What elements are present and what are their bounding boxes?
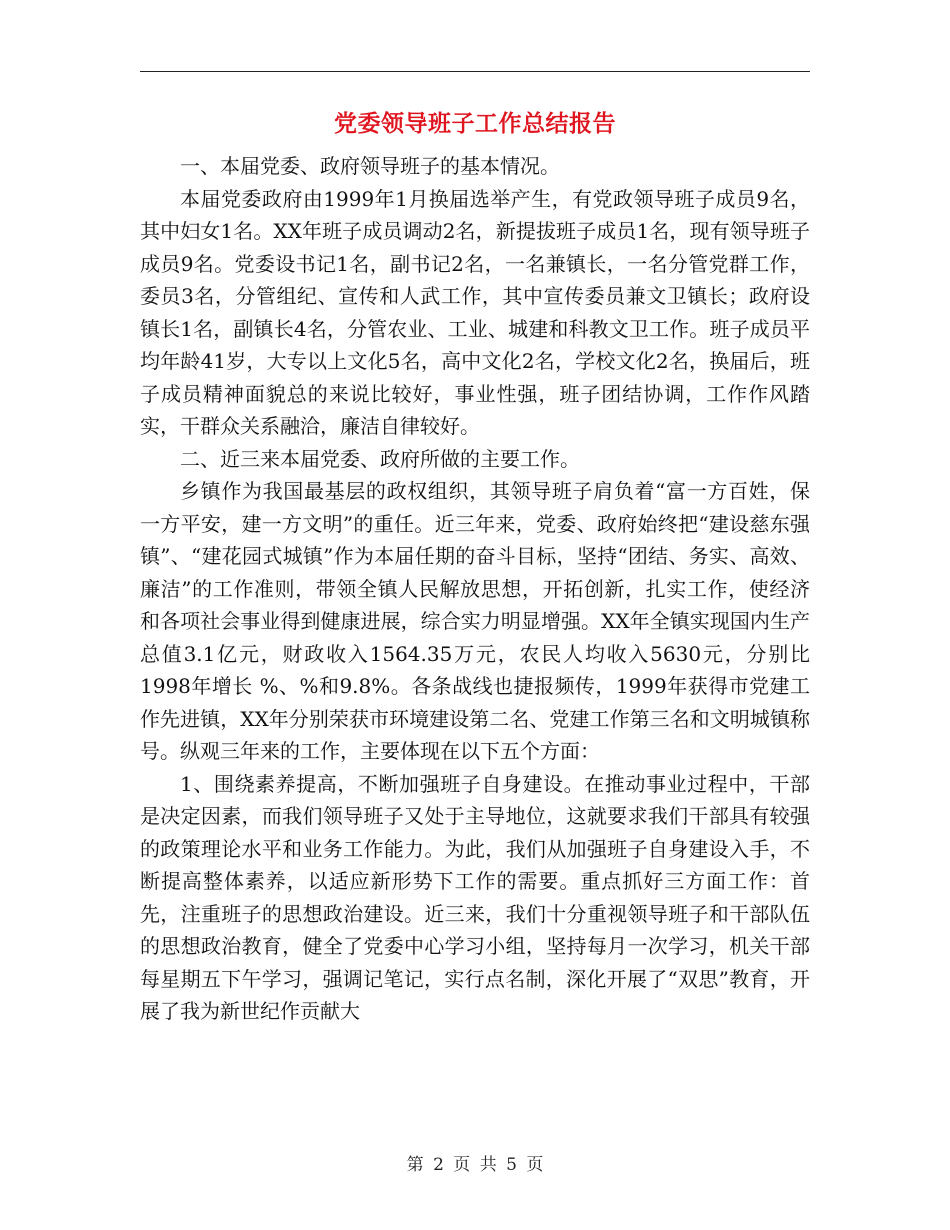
document-title: 党委领导班子工作总结报告 bbox=[334, 111, 616, 137]
header-rule bbox=[140, 71, 810, 72]
page-number-footer: 第 2 页 共 5 页 bbox=[406, 1155, 544, 1175]
paragraph-achievements: 乡镇作为我国最基层的政权组织，其领导班子肩负着“富一方百姓，保一方平安，建一方文明”的重任。近三年来，党委、政府始终把“建设慈东强镇”、“建花园式城镇”作为本届任期的奋斗目标，坚持“团结、务实、高效、廉洁”的工作准则，带领全镇人民解放思想，开拓创新，扎实工作，使经济和各项社会事业得到健康进展，综合实力明显增强。XX年全镇实现国内生产总值3.1亿元，财政收入1564.35万元，农民人均收入5630元，分别比1998年增长 %、%和9.8%。各条战线也捷报频传，1999年获得市党建工作先进镇，XX年分别荣获市环境建设第二名、党建工作第三名和文明城镇称号。纵观三年来的工作，主要体现在以下五个方面： bbox=[140, 479, 810, 763]
paragraph-team-composition: 本届党委政府由1999年1月换届选举产生，有党政领导班子成员9名，其中妇女1名。XX年班子成员调动2名，新提拔班子成员1名，现有领导班子成员9名。党委设书记1名，副书记2名，一名兼镇长，一名分管党群工作，委员3名，分管组纪、宣传和人武工作，其中宣传委员兼文卫镇长；政府设镇长1名，副镇长4名，分管农业、工业、城建和科教文卫工作。班子成员平均年龄41岁，大专以上文化5名，高中文化2名，学校文化2名，换届后，班子成员精神面貌总的来说比较好，事业性强，班子团结协调，工作作风踏实，干群众关系融洽，廉洁自律较好。 bbox=[140, 186, 810, 438]
section-heading-basic-situation: 一、本届党委、政府领导班子的基本情况。 bbox=[180, 154, 560, 178]
section-heading-main-work: 二、近三来本届党委、政府所做的主要工作。 bbox=[180, 446, 580, 471]
document-body bbox=[140, 150, 810, 1028]
paragraph-team-building: 1、围绕素养提高，不断加强班子自身建设。在推动事业过程中，干部是决定因素，而我们领导班子又处于主导地位，这就要求我们干部具有较强的政策理论水平和业务工作能力。为此，我们从加强班子自身建设入手，不断提高整体素养，以适应新形势下工作的需要。重点抓好三方面工作：首先，注重班子的思想政治建设。近三来，我们十分重视领导班子和干部队伍的思想政治教育，健全了党委中心学习小组，坚持每月一次学习，机关干部每星期五下午学习，强调记笔记，实行点名制，深化开展了“双思”教育，开展了我为新世纪作贡献大 bbox=[140, 771, 810, 1023]
